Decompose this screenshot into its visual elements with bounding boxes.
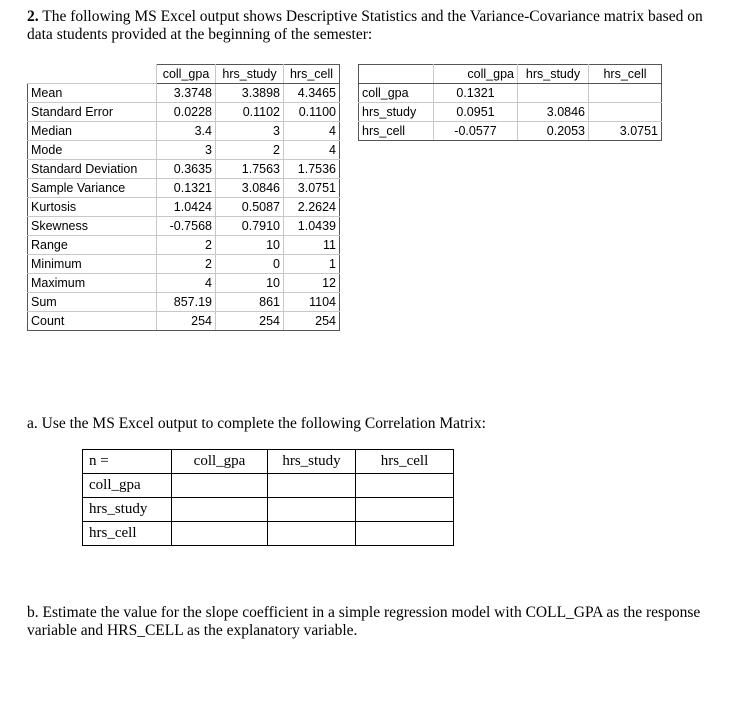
stats-row-label: Sum [28, 293, 157, 312]
stats-value-cell: 0.0228 [157, 103, 216, 122]
correlation-answer-cell[interactable] [356, 498, 454, 522]
covariance-row-label: hrs_cell [359, 122, 434, 141]
correlation-column-header: coll_gpa [172, 450, 268, 474]
stats-row [28, 236, 340, 255]
part-a-text: a. Use the MS Excel output to complete the following Correlation Matrix: [27, 415, 486, 432]
stats-value-cell: 4.3465 [284, 84, 340, 103]
correlation-column-header: hrs_cell [356, 450, 454, 474]
stats-value-cell: 2 [157, 255, 216, 274]
stats-row [28, 293, 340, 312]
correlation-answer-cell[interactable] [268, 474, 356, 498]
stats-row [28, 198, 340, 217]
stats-row-label: Standard Deviation [28, 160, 157, 179]
covariance-row [359, 84, 662, 103]
stats-value-cell: 1.7563 [216, 160, 284, 179]
correlation-answer-cell[interactable] [172, 498, 268, 522]
stats-value-cell: 4 [157, 274, 216, 293]
covariance-column-header: coll_gpa [434, 65, 518, 84]
stats-value-cell: 1104 [284, 293, 340, 312]
stats-value-cell: 861 [216, 293, 284, 312]
stats-column-header: coll_gpa [157, 65, 216, 84]
correlation-row-label: hrs_cell [83, 522, 172, 546]
stats-value-cell: 2.2624 [284, 198, 340, 217]
covariance-row [359, 122, 662, 141]
stats-value-cell: 3.3898 [216, 84, 284, 103]
covariance-value-cell: 0.1321 [434, 84, 518, 103]
stats-value-cell: 3.0846 [216, 179, 284, 198]
descriptive-statistics-table [27, 64, 340, 331]
covariance-row [359, 103, 662, 122]
correlation-row [83, 498, 454, 522]
stats-value-cell: 4 [284, 141, 340, 160]
stats-value-cell: 0.1102 [216, 103, 284, 122]
covariance-value-cell [589, 84, 662, 103]
stats-row [28, 274, 340, 293]
stats-value-cell: 2 [216, 141, 284, 160]
part-b-text: b. Estimate the value for the slope coefficient in a simple regression model with COLL_GPA as the response variable and HRS_CELL as the explanatory variable. [27, 604, 701, 639]
correlation-row-label: coll_gpa [83, 474, 172, 498]
stats-value-cell: 857.19 [157, 293, 216, 312]
covariance-column-header: hrs_cell [589, 65, 662, 84]
stats-column-header: hrs_study [216, 65, 284, 84]
covariance-value-cell: 0.0951 [434, 103, 518, 122]
stats-row [28, 217, 340, 236]
correlation-answer-cell[interactable] [268, 498, 356, 522]
stats-row [28, 179, 340, 198]
correlation-row [83, 522, 454, 546]
stats-row-label: Mode [28, 141, 157, 160]
correlation-row-label: hrs_study [83, 498, 172, 522]
stats-value-cell: 3.4 [157, 122, 216, 141]
stats-row [28, 84, 340, 103]
stats-value-cell: 10 [216, 274, 284, 293]
stats-value-cell: 1.0424 [157, 198, 216, 217]
covariance-row-label: hrs_study [359, 103, 434, 122]
question-number: 2. [27, 8, 39, 25]
stats-value-cell: 1.0439 [284, 217, 340, 236]
covariance-matrix-table [358, 64, 662, 141]
stats-value-cell: 0.3635 [157, 160, 216, 179]
covariance-column-header: hrs_study [518, 65, 589, 84]
stats-corner-cell [28, 65, 157, 84]
covariance-value-cell: 0.2053 [518, 122, 589, 141]
question-body: The following MS Excel output shows Descriptive Statistics and the Variance-Covariance matrix based on data students provided at the beginning of the semester: [27, 8, 703, 43]
stats-row-label: Mean [28, 84, 157, 103]
stats-value-cell: 10 [216, 236, 284, 255]
stats-value-cell: 0.1100 [284, 103, 340, 122]
stats-row-label: Kurtosis [28, 198, 157, 217]
stats-value-cell: 12 [284, 274, 340, 293]
stats-value-cell: 0.1321 [157, 179, 216, 198]
correlation-answer-cell[interactable] [268, 522, 356, 546]
stats-column-header: hrs_cell [284, 65, 340, 84]
covariance-value-cell: -0.0577 [434, 122, 518, 141]
correlation-answer-cell[interactable] [356, 522, 454, 546]
covariance-value-cell: 3.0846 [518, 103, 589, 122]
stats-row [28, 141, 340, 160]
stats-value-cell: 1.7536 [284, 160, 340, 179]
stats-value-cell: 3 [157, 141, 216, 160]
stats-value-cell: 3 [216, 122, 284, 141]
stats-value-cell: 0 [216, 255, 284, 274]
stats-row-label: Sample Variance [28, 179, 157, 198]
stats-value-cell: -0.7568 [157, 217, 216, 236]
stats-value-cell: 0.7910 [216, 217, 284, 236]
stats-row [28, 312, 340, 331]
stats-row-label: Count [28, 312, 157, 331]
stats-value-cell: 4 [284, 122, 340, 141]
stats-value-cell: 3.0751 [284, 179, 340, 198]
correlation-answer-cell[interactable] [356, 474, 454, 498]
stats-value-cell: 2 [157, 236, 216, 255]
correlation-answer-cell[interactable] [172, 474, 268, 498]
stats-row [28, 122, 340, 141]
question-text [27, 8, 727, 44]
stats-value-cell: 254 [157, 312, 216, 331]
correlation-corner-label: n = [83, 450, 172, 474]
correlation-row [83, 474, 454, 498]
stats-value-cell: 254 [284, 312, 340, 331]
stats-value-cell: 254 [216, 312, 284, 331]
stats-row [28, 255, 340, 274]
stats-row-label: Minimum [28, 255, 157, 274]
covariance-corner-cell [359, 65, 434, 84]
correlation-matrix-table [82, 449, 454, 546]
covariance-value-cell: 3.0751 [589, 122, 662, 141]
stats-row-label: Maximum [28, 274, 157, 293]
stats-row-label: Range [28, 236, 157, 255]
covariance-value-cell [589, 103, 662, 122]
stats-row-label: Median [28, 122, 157, 141]
stats-row [28, 103, 340, 122]
stats-row-label: Standard Error [28, 103, 157, 122]
stats-value-cell: 11 [284, 236, 340, 255]
correlation-column-header: hrs_study [268, 450, 356, 474]
covariance-value-cell [518, 84, 589, 103]
covariance-row-label: coll_gpa [359, 84, 434, 103]
stats-value-cell: 3.3748 [157, 84, 216, 103]
stats-value-cell: 0.5087 [216, 198, 284, 217]
stats-row-label: Skewness [28, 217, 157, 236]
stats-row [28, 160, 340, 179]
correlation-answer-cell[interactable] [172, 522, 268, 546]
stats-value-cell: 1 [284, 255, 340, 274]
